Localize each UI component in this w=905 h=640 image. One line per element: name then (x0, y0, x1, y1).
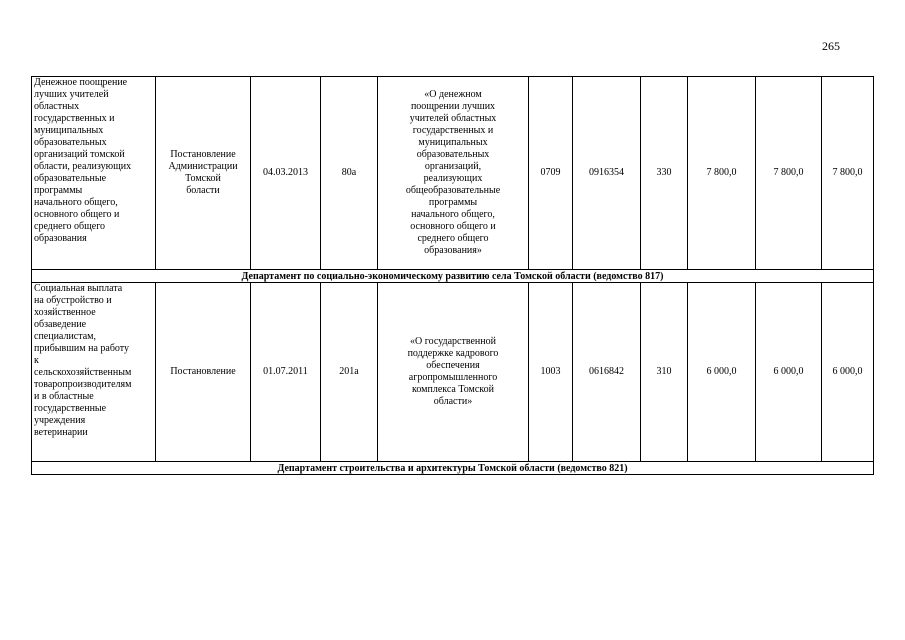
doc-date-cell: 04.03.2013 (251, 77, 321, 270)
department-heading: Департамент по социально-экономическому развитию села Томской области (ведомство 817) (32, 270, 874, 283)
target-code-cell: 0616842 (573, 283, 641, 462)
amount-cell: 6 000,0 (756, 283, 822, 462)
section-code-cell: 0709 (529, 77, 573, 270)
doc-date-cell: 01.07.2011 (251, 283, 321, 462)
budget-table (31, 76, 874, 475)
department-row (32, 270, 874, 283)
measure-name-cell: Социальная выплата на обустройство и хозяйственное обзаведение специалистам, прибывшим на работу к сельскохозяйственным товаропроизводителям и в областные государственные учреждения ветеринарии (32, 283, 156, 462)
doc-number-cell: 201а (321, 283, 378, 462)
amount-cell: 7 800,0 (756, 77, 822, 270)
expense-type-cell: 330 (641, 77, 688, 270)
expense-type-cell: 310 (641, 283, 688, 462)
doc-title-cell: «О государственной поддержке кадрового обеспечения агропромышленного комплекса Томской области» (378, 283, 529, 462)
page-number: 265 (822, 39, 840, 53)
amount-cell: 6 000,0 (688, 283, 756, 462)
amount-cell: 6 000,0 (822, 283, 874, 462)
target-code-cell: 0916354 (573, 77, 641, 270)
doc-type-cell: Постановление (156, 283, 251, 462)
amount-cell: 7 800,0 (688, 77, 756, 270)
section-code-cell: 1003 (529, 283, 573, 462)
doc-title-cell: «О денежном поощрении лучших учителей областных государственных и муниципальных образовательных организаций, реализующих общеобразовательные программы начального общего, основного общего и среднего общего образования» (378, 77, 529, 270)
measure-name-cell: Денежное поощрение лучших учителей областных государственных и муниципальных образовательных организаций томской области, реализующих образовательные программы начального общего, основного общего и среднего общего образования (32, 77, 156, 270)
table-row (32, 283, 874, 462)
table-row (32, 77, 874, 270)
doc-type-cell: Постановление Администрации Томской боласти (156, 77, 251, 270)
amount-cell: 7 800,0 (822, 77, 874, 270)
doc-number-cell: 80а (321, 77, 378, 270)
department-heading: Департамент строительства и архитектуры Томской области (ведомство 821) (32, 462, 874, 475)
department-row (32, 462, 874, 475)
